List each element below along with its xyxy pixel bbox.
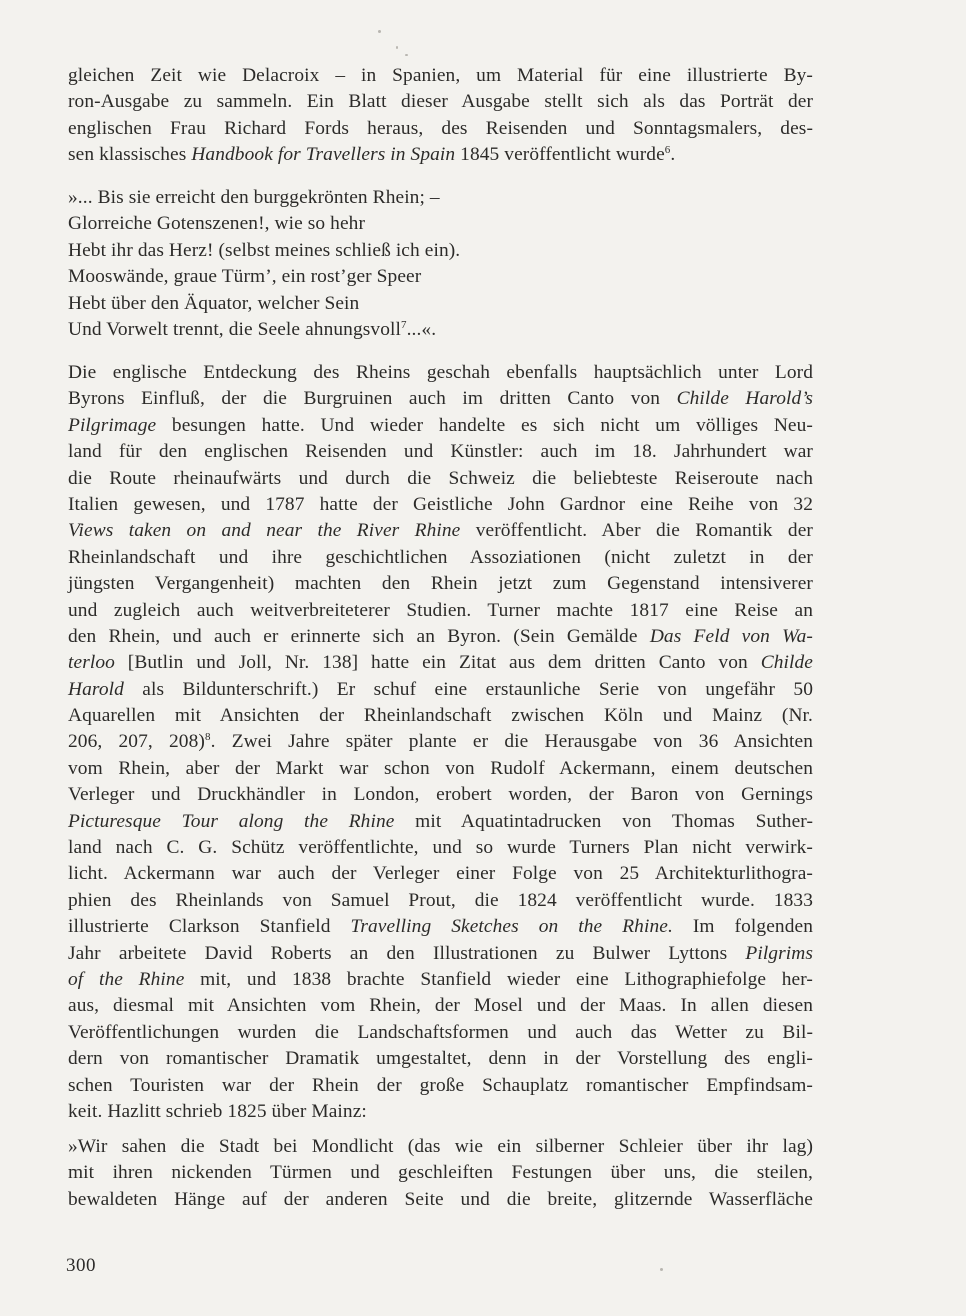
text-line: bewaldeten Hänge auf der anderen Seite und die breite, glitzernde Wasserfläche [68,1188,813,1210]
text-run: veröffentlicht. Aber die Romantik der [460,520,813,542]
book-title: Harold [68,678,124,700]
text-line: keit. Hazlitt schrieb 1825 über Mainz: [68,1100,367,1122]
page-number: 300 [66,1255,96,1276]
text-run: [Butlin und Joll, Nr. 138] hatte ein Zitat aus dem dritten Canto von [114,652,761,674]
text-line: englischen Frau Richard Fords heraus, des Reisenden und Sonntagsmalers, des- [68,117,813,139]
book-title: Handbook for Travellers in Spain [191,144,456,166]
text-run: Jahr arbeitete David Roberts an den Illustrationen zu Bulwer Lyttons [68,942,746,964]
paper-speck [378,30,381,33]
text-line: dern von romantischer Dramatik umgestaltet, denn in der Vorstellung des engli- [68,1048,813,1070]
text-line: ron-Ausgabe zu sammeln. Ein Blatt dieser Ausgabe stellt sich als das Porträt der [68,91,813,113]
text-run: ...«. [406,318,437,340]
book-title: Childe Harold’s [676,388,813,410]
text-run: Im folgenden [672,916,813,938]
book-title: of the Rhine [68,968,185,990]
text-line: mit ihren nickenden Türmen und geschleiften Festungen über uns, die steilen, [68,1162,813,1184]
text-line: und zugleich auch weitverbreiteterer Studien. Turner machte 1817 eine Reise an [68,599,813,621]
text-line: gleichen Zeit wie Delacroix – in Spanien, um Material für eine illustrierte By- [68,65,813,86]
paper-speck [660,1268,663,1271]
text-line: Die englische Entdeckung des Rheins geschah ebenfalls hauptsächlich unter Lord [68,362,813,383]
poem-line: Hebt ihr das Herz! (selbst meines schließ ich ein). [68,239,461,261]
book-title: Childe [760,652,813,674]
book-title: Views taken on and near the River Rhine [68,520,461,542]
text-line [68,413,813,439]
text-line [68,142,813,168]
text-run: 1845 veröffentlicht wurde [455,144,665,166]
text-line: Aquarellen mit Ansichten der Rheinlandschaft zwischen Köln und Mainz (Nr. [68,705,813,727]
text-line: phien des Rheinlands von Samuel Prout, die 1824 veröffentlicht wurde. 1833 [68,889,813,911]
text-run: sen klassisches [68,144,192,166]
text-line [68,914,813,940]
text-line [68,809,813,835]
footnote-marker: 7 [400,318,407,331]
poem-line: Hebt über den Äquator, welcher Sein [68,292,360,314]
poem-quotation [68,185,813,343]
poem-line: Mooswände, graue Türm’, ein rost’ger Speer [68,266,422,288]
text-run: Byrons Einfluß, der die Burgruinen auch im dritten Canto von [68,388,677,410]
book-title: Picturesque Tour along the Rhine [68,810,395,832]
text-line: Italien gewesen, und 1787 hatte der Geistliche John Gardnor eine Reihe von 32 [68,493,813,515]
prose-quotation [68,1134,813,1213]
body-paragraph [68,360,813,1125]
text-run: den Rhein, und auch er erinnerte sich an Byron. (Sein Gemälde [68,625,650,647]
paper-speck [405,54,408,56]
book-title: Travelling Sketches on the Rhine. [350,916,673,938]
text-line [68,650,813,676]
text-run: . [670,144,676,166]
text-line: »Wir sahen die Stadt bei Mondlicht (das wie ein silberner Schleier über ihr lag) [68,1136,813,1157]
book-title: Pilgrims [745,942,813,964]
text-run: mit Aquatintadrucken von Thomas Suther- [394,810,813,832]
body-paragraph [68,63,813,169]
text-run: mit, und 1838 brachte Stanfield wieder eine Lithographiefolge her- [184,968,813,990]
text-line [68,967,813,993]
paper-speck [396,46,398,49]
footnote-marker: 6 [664,144,671,157]
text-line [68,677,813,703]
book-title: Pilgrimage [68,414,157,436]
poem-line: Glorreiche Gotenszenen!, wie so hehr [68,213,366,235]
text-line: land für den englischen Reisenden und Künstler: auch im 18. Jahrhundert war [68,441,813,463]
artwork-title: terloo [68,652,115,674]
text-line [68,518,813,544]
text-run: als Bildunterschrift.) Er schuf eine erstaunliche Serie von ungefähr 50 [123,678,813,700]
text-line: vom Rhein, aber der Markt war schon von Rudolf Ackermann, einem deutschen [68,757,813,779]
text-line: Verleger und Druckhändler in London, erobert worden, der Baron von Gernings [68,784,813,806]
text-line [68,941,813,967]
text-run: Und Vorwelt trennt, die Seele ahnungsvoll [68,318,401,340]
text-line: land nach C. G. Schütz veröffentlichte, und so wurde Turners Plan nicht verwirk- [68,837,813,859]
text-run: illustrierte Clarkson Stanfield [68,916,351,938]
text-line: jüngsten Vergangenheit) machten den Rhein jetzt zum Gegenstand intensiverer [68,573,813,595]
text-run: . Zwei Jahre später plante er die Herausgabe von 36 Ansichten [210,731,813,753]
text-line: die Route rheinaufwärts und durch die Schweiz die beliebteste Reiseroute nach [68,467,813,489]
text-line [68,386,813,412]
text-line: Rheinlandschaft und ihre geschichtlichen Assoziationen (nicht zuletzt in der [68,546,813,568]
text-run: besungen hatte. Und wieder handelte es sich nicht um völliges Neu- [156,414,813,436]
text-line [68,729,813,755]
text-line: licht. Ackermann war auch der Verleger einer Folge von 25 Architekturlithogra- [68,863,813,885]
artwork-title: Das Feld von Wa- [649,625,813,647]
text-line: schen Touristen war der Rhein der große Schauplatz romantischer Empfindsam- [68,1074,813,1096]
text-line [68,624,813,650]
poem-line [68,317,813,343]
footnote-marker: 8 [204,731,211,744]
text-line: aus, diesmal mit Ansichten vom Rhein, der Mosel und der Maas. In allen diesen [68,995,813,1017]
poem-line: »... Bis sie erreicht den burggekrönten Rhein; – [68,187,440,208]
text-run: 206, 207, 208) [68,731,205,753]
text-line: Veröffentlichungen wurden die Landschaftsformen und auch das Wetter zu Bil- [68,1021,813,1043]
